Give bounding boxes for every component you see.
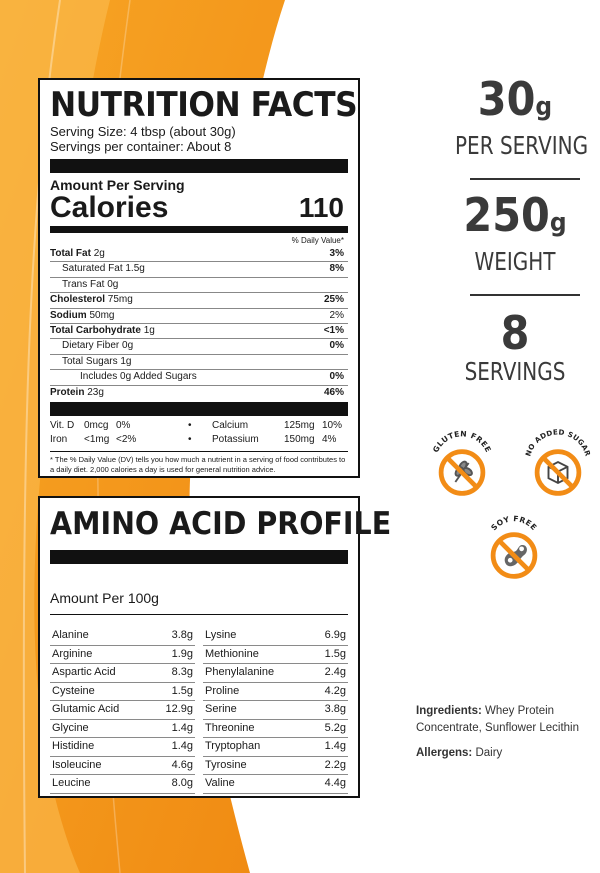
nutrient-row: Total Sugars 1g (50, 355, 348, 370)
divider-thick (50, 159, 348, 173)
amino-row: Phenylalanine 2.4g (203, 664, 348, 683)
amino-acid-title: AMINO ACID PROFILE (50, 506, 392, 542)
nutrient-row: Total Fat 2g 3% (50, 247, 348, 262)
nutrient-row: Saturated Fat 1.5g 8% (50, 262, 348, 277)
calories-row (50, 193, 348, 223)
per-serving-caption: PER SERVING (455, 131, 589, 160)
nutrient-row: Total Carbohydrate 1g <1% (50, 324, 348, 339)
no-added-sugar-badge (520, 425, 596, 501)
amino-row: Lysine 6.9g (203, 627, 348, 646)
gluten-free-label: GLUTEN FREE (431, 429, 493, 454)
amino-column-right (203, 627, 348, 794)
amino-amount-per: Amount Per 100g (50, 590, 159, 606)
calories-value: 110 (298, 192, 344, 223)
nutrient-row: Protein 23g 46% (50, 386, 344, 398)
calories-label: Calories (50, 191, 169, 224)
vitamin-row: Vit. D 0mcg 0% • Calcium 125mg 10% (50, 420, 343, 432)
nutrition-facts-title: NUTRITION FACTS (50, 85, 358, 125)
amino-row: Methionine 1.5g (203, 646, 348, 665)
divider-medium (50, 226, 348, 233)
amino-row: Alanine 3.8g (50, 627, 195, 646)
stat-divider (470, 294, 580, 296)
nutrient-row: Sodium 50mg 2% (50, 309, 348, 324)
amino-row: Cysteine 1.5g (50, 683, 195, 702)
divider-thin (50, 614, 348, 615)
amino-row: Serine 3.8g (203, 701, 348, 720)
nutrient-row: Dietary Fiber 0g 0% (50, 339, 348, 354)
gluten-free-badge (424, 425, 500, 501)
allergens: Allergens: Dairy (416, 747, 503, 759)
amino-column-left (50, 627, 195, 794)
nutrient-row: Trans Fat 0g (50, 278, 348, 293)
amino-row: Arginine 1.9g (50, 646, 195, 665)
servings-per-container: Servings per container: About 8 (50, 139, 232, 154)
svg-text:SOY FREE (489, 514, 539, 532)
amino-row: Tyrosine 2.2g (203, 757, 348, 776)
serving-size-stat (440, 74, 590, 160)
servings-value: 8 (500, 306, 530, 360)
amino-row: Aspartic Acid 8.3g (50, 664, 195, 683)
amino-row: Histidine 1.4g (50, 738, 195, 757)
soy-free-badge (476, 508, 552, 584)
amino-row: Proline 4.2g (203, 683, 348, 702)
daily-value-footnote: * The % Daily Value (DV) tells you how much a nutrient in a serving of food contributes to a daily diet. 2,000 calories a day is used for general nutrition advice. (50, 451, 348, 475)
amino-row: Threonine 5.2g (203, 720, 348, 739)
serving-size: Serving Size: 4 tbsp (about 30g) (50, 124, 236, 139)
ingredients-block (416, 703, 596, 762)
amino-row: Glutamic Acid 12.9g (50, 701, 195, 720)
amount-per-serving: Amount Per Serving (50, 177, 185, 193)
daily-value-header: % Daily Value* (291, 236, 344, 245)
amino-table (50, 627, 348, 794)
weight-value: 250g (463, 188, 567, 242)
stat-divider (470, 178, 580, 180)
divider-thick (50, 402, 348, 416)
amino-acid-panel (38, 496, 392, 798)
weight-stat (440, 190, 590, 276)
ingredients: Ingredients: Whey Protein Concentrate, Sunflower Lecithin (416, 705, 580, 734)
amino-row: Glycine 1.4g (50, 720, 195, 739)
amino-row: Isoleucine 4.6g (50, 757, 195, 776)
nutrient-row: Includes 0g Added Sugars 0% (50, 370, 348, 385)
soy-free-label: SOY FREE (489, 514, 539, 533)
amino-row: Valine 4.4g (203, 775, 348, 794)
no-added-sugar-label: NO ADDED SUGAR (523, 427, 593, 458)
vitamin-row: Iron <1mg <2% • Potassium 150mg 4% (50, 434, 337, 446)
amino-row: Tryptophan 1.4g (203, 738, 348, 757)
nutrient-row: Cholesterol 75mg 25% (50, 293, 348, 308)
serving-weight-value: 30g (477, 72, 553, 126)
nutrition-facts-panel (38, 78, 360, 478)
divider-thick (50, 550, 348, 564)
amino-row: Leucine 8.0g (50, 775, 195, 794)
weight-caption: WEIGHT (474, 247, 556, 276)
servings-caption: SERVINGS (464, 357, 566, 386)
servings-stat (440, 308, 590, 386)
